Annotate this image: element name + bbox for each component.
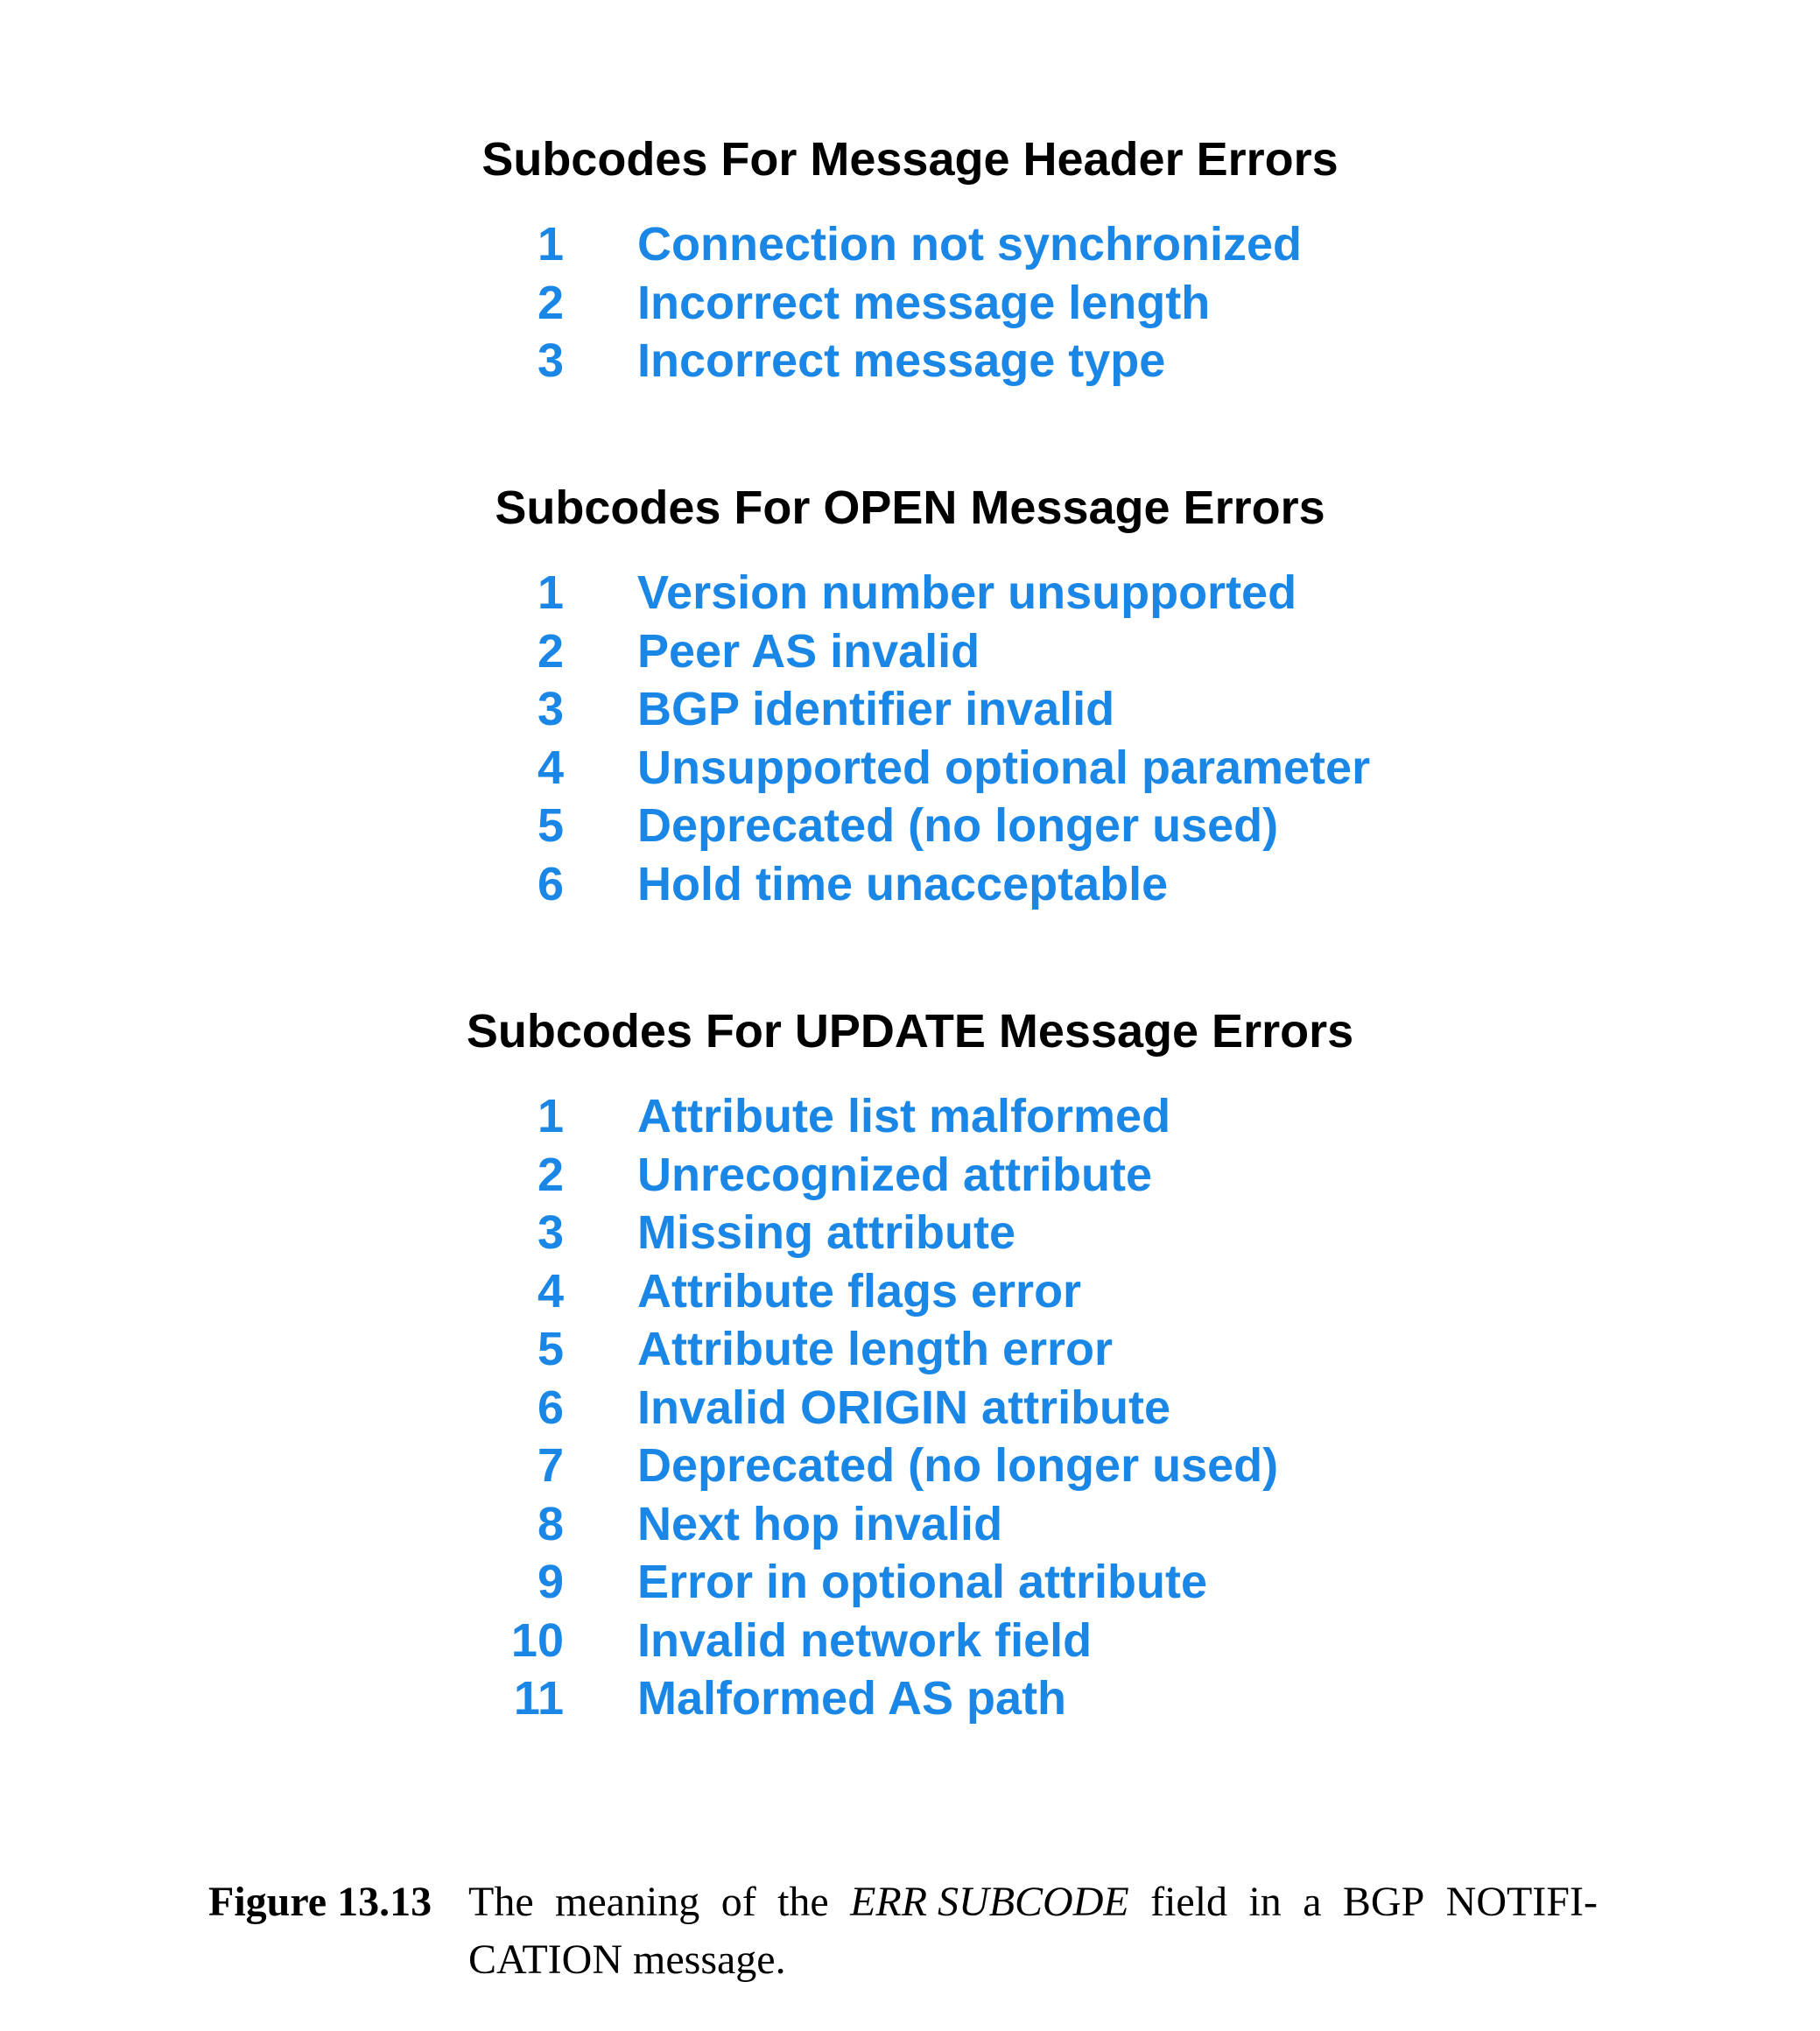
subcode-number: 4 <box>537 1264 564 1318</box>
subcode-description: Hold time unacceptable <box>637 857 1169 910</box>
subcode-row <box>0 625 1820 684</box>
caption-field-name: ERR SUBCODE <box>850 1879 1129 1925</box>
subcode-description: Deprecated (no longer used) <box>637 1439 1279 1492</box>
subcode-description: Invalid ORIGIN attribute <box>637 1381 1171 1434</box>
subcode-row <box>0 1672 1820 1731</box>
caption-line-1 <box>468 1873 1598 1931</box>
subcode-description: Unrecognized attribute <box>637 1148 1153 1201</box>
subcode-row <box>0 1265 1820 1324</box>
subcode-number: 11 <box>513 1672 564 1725</box>
subcode-list <box>0 1090 1820 1731</box>
subcode-list <box>0 218 1820 393</box>
subcode-number: 3 <box>537 334 564 387</box>
caption-word: the <box>777 1879 829 1925</box>
caption-text <box>468 1873 1598 1989</box>
subcode-description: Missing attribute <box>637 1206 1016 1259</box>
subcode-row <box>0 683 1820 741</box>
subcode-number: 5 <box>537 799 564 852</box>
subcode-description: Peer AS invalid <box>637 624 980 678</box>
subcode-description: Attribute list malformed <box>637 1090 1171 1142</box>
caption-word: NOTIFI- <box>1445 1879 1598 1925</box>
subcode-row <box>0 1381 1820 1440</box>
subcode-description: Next hop invalid <box>637 1497 1003 1550</box>
section-heading: Subcodes For OPEN Message Errors <box>495 481 1325 534</box>
figure-label: Figure 13.13 <box>208 1879 432 1925</box>
subcode-number: 6 <box>537 857 564 910</box>
caption-word: The <box>468 1879 534 1925</box>
caption-word: a <box>1303 1879 1322 1925</box>
subcode-row <box>0 858 1820 917</box>
subcode-row <box>0 1323 1820 1381</box>
caption-word: BGP <box>1342 1879 1425 1925</box>
subcode-number: 1 <box>537 566 564 619</box>
subcode-number: 1 <box>537 1090 564 1142</box>
subcode-number: 3 <box>537 1206 564 1259</box>
caption-word: meaning <box>555 1879 700 1925</box>
subcode-row <box>0 334 1820 393</box>
subcode-description: Version number unsupported <box>637 566 1297 619</box>
section-heading: Subcodes For UPDATE Message Errors <box>466 1005 1354 1058</box>
subcode-row <box>0 1439 1820 1498</box>
caption-word: in <box>1248 1879 1282 1925</box>
subcode-description: Malformed AS path <box>637 1672 1067 1725</box>
subcode-row <box>0 799 1820 858</box>
subcode-list <box>0 566 1820 916</box>
section-heading: Subcodes For Message Header Errors <box>481 133 1339 186</box>
subcode-description: Attribute length error <box>637 1323 1114 1375</box>
subcode-description: Error in optional attribute <box>637 1556 1208 1608</box>
subcode-row <box>0 566 1820 625</box>
subcode-number: 5 <box>537 1323 564 1375</box>
subcode-number: 4 <box>537 741 564 794</box>
subcode-row <box>0 218 1820 277</box>
subcode-row <box>0 1090 1820 1149</box>
subcode-row <box>0 1556 1820 1614</box>
caption-word: field <box>1150 1879 1228 1925</box>
subcode-number: 2 <box>537 1148 564 1201</box>
subcode-description: Incorrect message length <box>637 276 1211 329</box>
subcode-number: 6 <box>537 1381 564 1434</box>
subcode-row <box>0 277 1820 335</box>
subcode-number: 9 <box>537 1556 564 1608</box>
subcode-row <box>0 1149 1820 1207</box>
subcode-description: Attribute flags error <box>637 1264 1082 1318</box>
subcode-description: Connection not synchronized <box>637 218 1303 271</box>
subcode-row <box>0 741 1820 800</box>
subcode-description: Incorrect message type <box>637 334 1166 387</box>
subcode-description: BGP identifier invalid <box>637 683 1115 735</box>
subcode-number: 2 <box>537 276 564 329</box>
subcode-row <box>0 1498 1820 1557</box>
subcode-number: 8 <box>537 1497 564 1550</box>
subcode-number: 3 <box>537 683 564 735</box>
caption-line-2: CATION message. <box>468 1936 786 1983</box>
subcode-description: Deprecated (no longer used) <box>637 799 1279 852</box>
subcode-number: 1 <box>537 218 564 271</box>
subcode-row <box>0 1614 1820 1673</box>
subcode-description: Unsupported optional parameter <box>637 741 1371 794</box>
subcode-row <box>0 1206 1820 1265</box>
subcode-number: 7 <box>537 1439 564 1492</box>
caption-word: of <box>720 1879 756 1925</box>
subcode-number: 2 <box>537 624 564 678</box>
subcode-description: Invalid network field <box>637 1613 1093 1667</box>
subcode-number: 10 <box>510 1613 564 1667</box>
